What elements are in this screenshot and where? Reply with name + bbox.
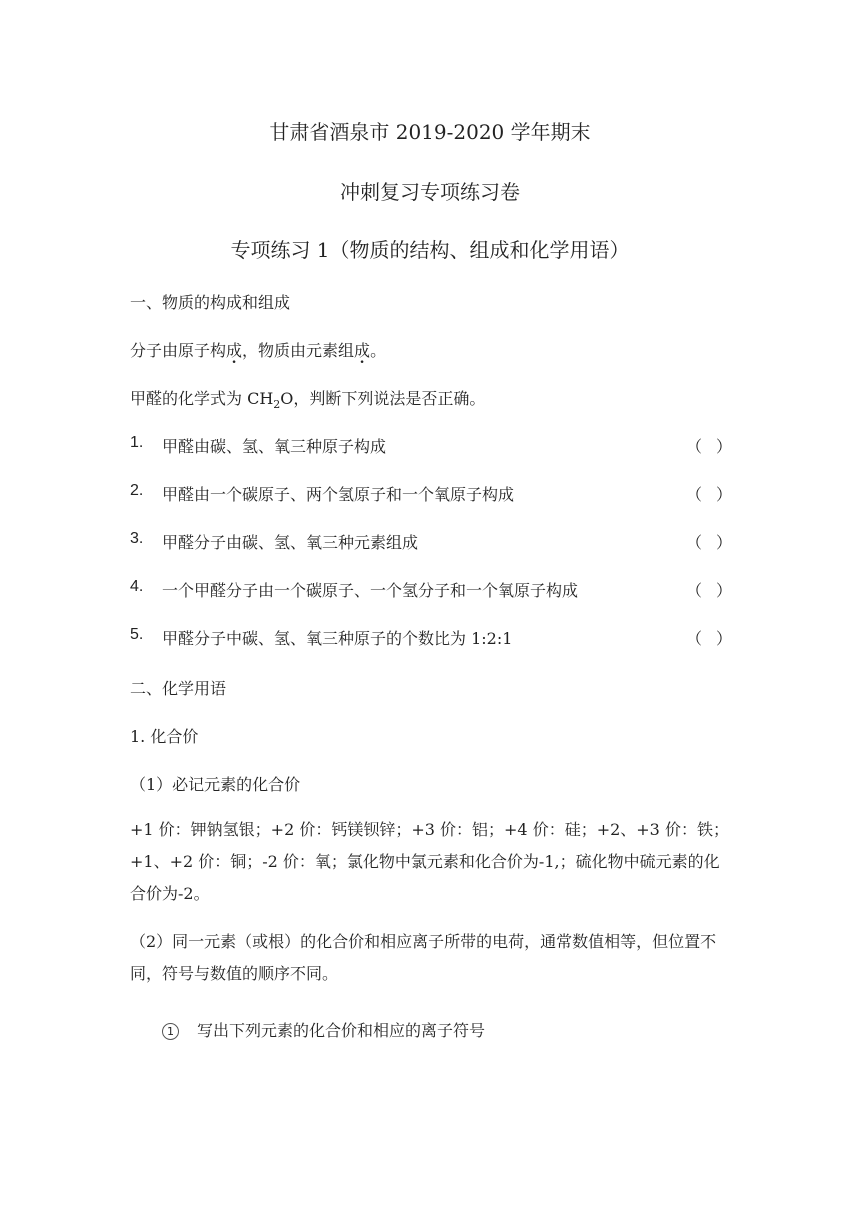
answer-blank[interactable]: （ ）: [686, 533, 732, 552]
answer-blank[interactable]: （ ）: [686, 629, 732, 648]
item-number: 5.: [130, 626, 144, 643]
formula-subscript: 2: [273, 398, 281, 412]
answer-blank[interactable]: （ ）: [686, 581, 732, 600]
valence-paragraph: +1 价：钾钠氢银；+2 价：钙镁钡锌；+3 价：铝；+4 价：硅；+2、+3 价：铁；+1、+2 价：铜；-2 价：氧；氯化物中氯元素和化合价为-1,；硫化物中硫元素的化合价为-2。: [130, 820, 729, 903]
answer-blank[interactable]: （ ）: [686, 485, 732, 504]
intro-text: 甲醛的化学式为 CH: [130, 389, 274, 408]
item-text: 甲醛由一个碳原子、两个氢原子和一个氧原子构成: [162, 485, 515, 504]
statement-text: 。: [370, 341, 387, 360]
section-heading-2: 二、化学用语: [130, 679, 227, 698]
item-number: 3.: [130, 530, 144, 547]
statement-text: 分子由原子构: [130, 341, 227, 360]
task-text: 写出下列元素的化合价和相应的离子符号: [197, 1021, 486, 1040]
statement-text: ，物质由元素组: [242, 341, 355, 360]
emphasis-char: 成: [226, 341, 243, 360]
subheading-valence: 1. 化合价: [130, 727, 199, 746]
question-intro: [130, 386, 485, 411]
document-subtitle: 冲刺复习专项练习卷: [340, 180, 520, 204]
item-number: 2.: [130, 482, 144, 499]
emphasis-char: 成: [354, 341, 371, 360]
item-text: 甲醛由碳、氢、氧三种原子构成: [162, 437, 387, 456]
item-text: 甲醛分子由碳、氢、氧三种元素组成: [162, 533, 419, 552]
statement-line: [130, 338, 386, 361]
exercise-title: 专项练习 1（物质的结构、组成和化学用语）: [230, 238, 630, 262]
item-text: 甲醛分子中碳、氢、氧三种原子的个数比为 1:2:1: [162, 629, 513, 648]
subheading-memorize: （1）必记元素的化合价: [130, 775, 301, 794]
item-text: 一个甲醛分子由一个碳原子、一个氢分子和一个氧原子构成: [162, 581, 579, 600]
item-number: 1.: [130, 434, 144, 451]
task-line: [162, 1018, 485, 1041]
document-title: 甘肃省酒泉市 2019-2020 学年期末: [269, 120, 591, 144]
section-heading-1: 一、物质的构成和组成: [130, 293, 291, 312]
intro-text: O，判断下列说法是否正确。: [280, 389, 486, 408]
item-number: 4.: [130, 578, 144, 595]
answer-blank[interactable]: （ ）: [686, 437, 732, 456]
charge-paragraph: （2）同一元素（或根）的化合价和相应离子所带的电荷，通常数值相等，但位置不同，符号与数值的顺序不同。: [130, 932, 717, 983]
circled-number: 1: [162, 1023, 179, 1040]
